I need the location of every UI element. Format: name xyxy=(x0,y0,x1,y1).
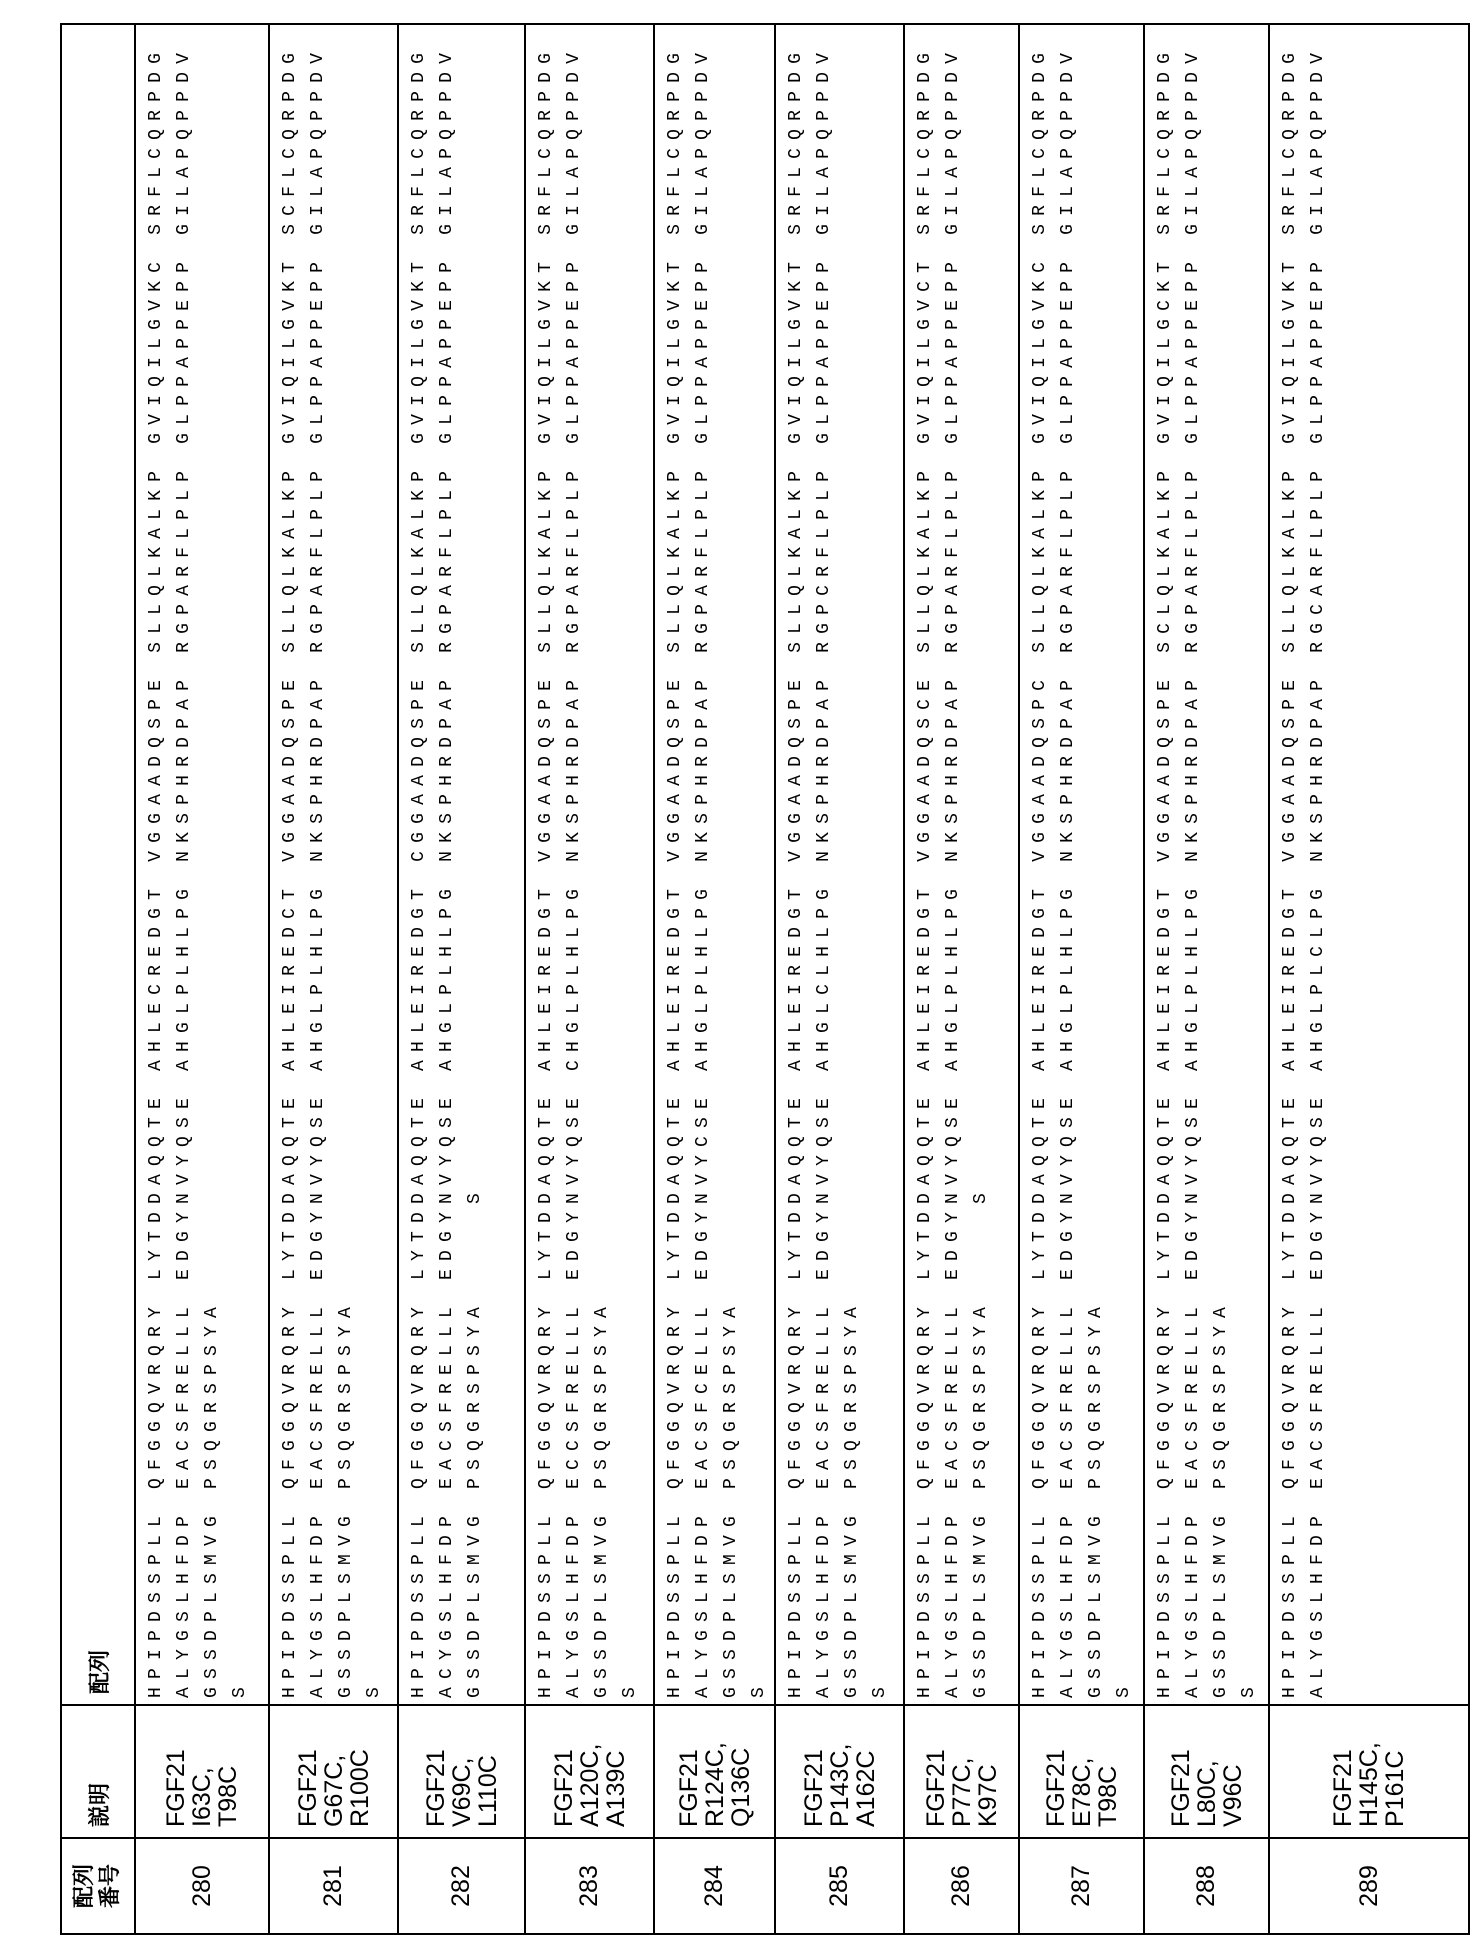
sequence-line: S xyxy=(1235,25,1263,1698)
sequence-line: HPIPDSSPLL QFGGQVRQRY LYTDDAQQTE AHLEIREDGT CGGAADQSPE SLLQLKALKP GVIQILGVKT SRFLCQRPDG xyxy=(405,25,433,1698)
description-cell xyxy=(1019,1705,1144,1838)
rotated-page xyxy=(60,25,1320,1935)
header-description: 説明 xyxy=(61,1705,135,1838)
sequence-number: 280 xyxy=(135,1838,269,1934)
table-row xyxy=(398,24,525,1934)
sequence-line: ALYGSLHFDP EACSFRELLL EDGYNVYQSE AHGLPLCLPG NKSPHRDPAP RGCARFLPLP GLPPAPPEPP GILAPQPPDV xyxy=(1304,25,1332,1698)
table-header-row xyxy=(61,24,135,1934)
description-cell xyxy=(135,1705,269,1838)
sequence-number: 281 xyxy=(269,1838,398,1934)
description-line: FGF21 G67C, xyxy=(295,1706,347,1827)
sequence-line: HPIPDSSPLL QFGGQVRQRY LYTDDAQQTE AHLEIREDGT VGGAADQSPE SLLQLKALKP GVIQILGVKT SRFLCQRPDG xyxy=(661,25,689,1698)
description-line: FGF21 P77C, xyxy=(923,1706,975,1827)
sequence-line: ACYGSLHFDP EACSFRELLL EDGYNVYQSE AHGLPLHLPG NKSPHRDPAP RGPARFLPLP GLPPAPPEPP GILAPQPPDV xyxy=(433,25,461,1698)
sequence-cell xyxy=(135,24,269,1705)
sequence-line: GSSDPLSMVG PSQGRSPSYA xyxy=(332,25,360,1698)
description-line: T98C xyxy=(215,1706,241,1827)
sequence-line: ALYGSLHFDP EACSFRELLL EDGYNVYQSE AHGLPLHLPG NKSPHRDPAP RGPARFLPLP GLPPAPPEPP GILAPQPPDV xyxy=(939,25,967,1698)
description-line: FGF21 H145C, xyxy=(1330,1706,1382,1827)
sequence-line: ALYGSLHFDP EACSFCELLL EDGYNVYCSE AHGLPLHLPG NKSPHRDPAP RGPARFLPLP GLPPAPPEPP GILAPQPPDV xyxy=(689,25,717,1698)
table-row xyxy=(135,24,269,1934)
sequence-number: 285 xyxy=(775,1838,904,1934)
sequence-cell xyxy=(525,24,654,1705)
header-sequence: 配列 xyxy=(61,24,135,1705)
sequence-number: 288 xyxy=(1144,1838,1269,1934)
description-line: T98C xyxy=(1095,1706,1121,1827)
description-line: FGF21 V69C, xyxy=(423,1706,475,1827)
sequence-cell xyxy=(654,24,775,1705)
description-cell xyxy=(525,1705,654,1838)
table-row xyxy=(1019,24,1144,1934)
sequence-cell xyxy=(1019,24,1144,1705)
sequence-line: ALYGSLHFDP EACSFRELLL EDGYNVYQSE AHGLPLHLPG NKSPHRDPAP RGPARFLPLP GLPPAPPEPP GILAPQPPDV xyxy=(170,25,198,1698)
sequence-line: S xyxy=(1110,25,1138,1698)
sequence-line: HPIPDSSPLL QFGGQVRQRY LYTDDAQQTE AHLEIREDGT VGGAADQSPC SLLQLKALKP GVIQILGVKC SRFLCQRPDG xyxy=(1026,25,1054,1698)
sequence-line: HPIPDSSPLL QFGGQVRQRY LYTDDAQQTE AHLEIREDGT VGGAADQSCE SLLQLKALKP GVIQILGVCT SRFLCQRPDG xyxy=(911,25,939,1698)
description-line: P161C xyxy=(1382,1706,1408,1827)
sequence-line: GSSDPLSMVG PSQGRSPSYA xyxy=(717,25,745,1698)
sequence-cell xyxy=(1144,24,1269,1705)
description-cell xyxy=(1144,1705,1269,1838)
header-sequence-number-line2: 番号 xyxy=(98,1839,124,1933)
header-sequence-number xyxy=(61,1838,135,1934)
description-line: K97C xyxy=(975,1706,1001,1827)
description-line: FGF21 P143C, xyxy=(801,1706,853,1827)
description-cell xyxy=(775,1705,904,1838)
sequence-number: 287 xyxy=(1019,1838,1144,1934)
description-line: Q136C xyxy=(728,1706,754,1827)
table-row xyxy=(269,24,398,1934)
table-row xyxy=(654,24,775,1934)
table-row xyxy=(775,24,904,1934)
sequence-line: S xyxy=(866,25,894,1698)
sequence-cell xyxy=(1269,24,1469,1705)
description-cell xyxy=(269,1705,398,1838)
sequence-cell xyxy=(904,24,1019,1705)
sequence-line: HPIPDSSPLL QFGGQVRQRY LYTDDAQQTE AHLECREDGT VGGAADQSPE SLLQLKALKP GVIQILGVKC SRFLCQRPDG xyxy=(142,25,170,1698)
sequence-line: HPIPDSSPLL QFGGQVRQRY LYTDDAQQTE AHLEIREDGT VGGAADQSPE SLLQLKALKP GVIQILGVKT SRFLCQRPDG xyxy=(782,25,810,1698)
sequence-line: GSSDPLSMVG PSQGRSPSYA xyxy=(1082,25,1110,1698)
sequence-number: 282 xyxy=(398,1838,525,1934)
description-line: FGF21 I63C, xyxy=(163,1706,215,1827)
table-row xyxy=(1144,24,1269,1934)
table-body xyxy=(135,24,1469,1934)
description-line: FGF21 E78C, xyxy=(1043,1706,1095,1827)
sequence-line: S xyxy=(745,25,773,1698)
description-cell xyxy=(1269,1705,1469,1838)
sequence-line: ALYGSLHFDP EACSFRELLL EDGYNVYQSE AHGLCLHLPG NKSPHRDPAP RGPCRFLPLP GLPPAPPEPP GILAPQPPDV xyxy=(810,25,838,1698)
sequence-line: ALYGSLHFDP EACSFRELLL EDGYNVYQSE AHGLPLHLPG NKSPHRDPAP RGPARFLPLP GLPPAPPEPP GILAPQPPDV xyxy=(304,25,332,1698)
description-cell xyxy=(398,1705,525,1838)
sequence-line: GSSDPLSMVG PSQGRSPSYA S xyxy=(461,25,489,1698)
sequence-number: 284 xyxy=(654,1838,775,1934)
sequence-table xyxy=(60,23,1470,1935)
sequence-number: 289 xyxy=(1269,1838,1469,1934)
table-row xyxy=(525,24,654,1934)
sequence-line: GSSDPLSMVG PSQGRSPSYA S xyxy=(967,25,995,1698)
description-line: FGF21 A120C, xyxy=(551,1706,603,1827)
sequence-line: GSSDPLSMVG PSQGRSPSYA xyxy=(1207,25,1235,1698)
description-line: FGF21 L80C, xyxy=(1168,1706,1220,1827)
sequence-line: GSSDPLSMVG PSQGRSPSYA xyxy=(198,25,226,1698)
sequence-cell xyxy=(775,24,904,1705)
sequence-line: HPIPDSSPLL QFGGQVRQRY LYTDDAQQTE AHLEIREDGT VGGAADQSPE SLLQLKALKP GVIQILGVKT SRFLCQRPDG xyxy=(1276,25,1304,1698)
sequence-line: ALYGSLHFDP ECCSFRELLL EDGYNVYQSE CHGLPLHLPG NKSPHRDPAP RGPARFLPLP GLPPAPPEPP GILAPQPPDV xyxy=(560,25,588,1698)
sequence-cell xyxy=(269,24,398,1705)
sequence-line: S xyxy=(616,25,644,1698)
sequence-line: GSSDPLSMVG PSQGRSPSYA xyxy=(838,25,866,1698)
description-cell xyxy=(904,1705,1019,1838)
sequence-line: GSSDPLSMVG PSQGRSPSYA xyxy=(588,25,616,1698)
sequence-number: 283 xyxy=(525,1838,654,1934)
sequence-number: 286 xyxy=(904,1838,1019,1934)
sequence-line: HPIPDSSPLL QFGGQVRQRY LYTDDAQQTE AHLEIREDGT VGGAADQSPE SLLQLKALKP GVIQILGVKT SRFLCQRPDG xyxy=(532,25,560,1698)
description-cell xyxy=(654,1705,775,1838)
header-sequence-number-line1: 配列 xyxy=(72,1839,98,1933)
description-line: L110C xyxy=(475,1706,501,1827)
sequence-line: S xyxy=(226,25,254,1698)
sequence-line: S xyxy=(360,25,388,1698)
sequence-line: HPIPDSSPLL QFGGQVRQRY LYTDDAQQTE AHLEIREDCT VGGAADQSPE SLLQLKALKP GVIQILGVKT SCFLCQRPDG xyxy=(276,25,304,1698)
description-line: FGF21 R124C, xyxy=(676,1706,728,1827)
sequence-line: ALYGSLHFDP EACSFRELLL EDGYNVYQSE AHGLPLHLPG NKSPHRDPAP RGPARFLPLP GLPPAPPEPP GILAPQPPDV xyxy=(1179,25,1207,1698)
description-line: R100C xyxy=(347,1706,373,1827)
sequence-line: ALYGSLHFDP EACSFRELLL EDGYNVYQSE AHGLPLHLPG NKSPHRDPAP RGPARFLPLP GLPPAPPEPP GILAPQPPDV xyxy=(1054,25,1082,1698)
table-row xyxy=(904,24,1019,1934)
table-row xyxy=(1269,24,1469,1934)
description-line: A139C xyxy=(603,1706,629,1827)
sequence-cell xyxy=(398,24,525,1705)
sequence-line: HPIPDSSPLL QFGGQVRQRY LYTDDAQQTE AHLEIREDGT VGGAADQSPE SCLQLKALKP GVIQILGCKT SRFLCQRPDG xyxy=(1151,25,1179,1698)
description-line: V96C xyxy=(1220,1706,1246,1827)
description-line: A162C xyxy=(853,1706,879,1827)
